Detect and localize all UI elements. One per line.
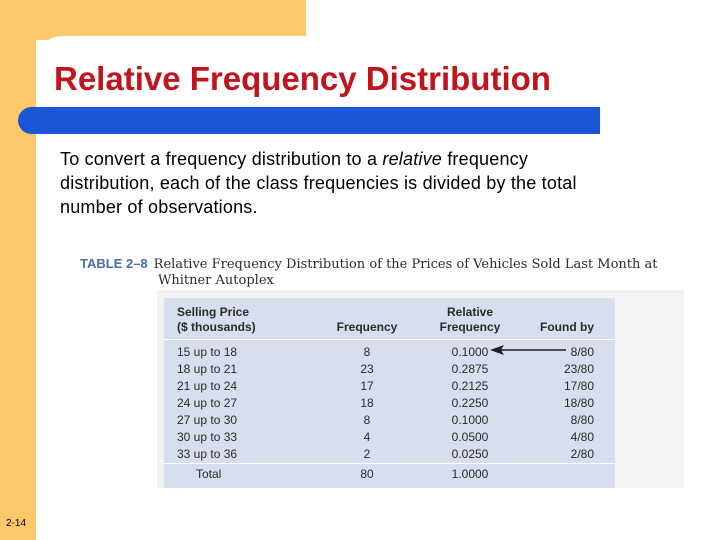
header-price-line2: ($ thousands) — [177, 320, 256, 334]
cell-price: 18 up to 21 — [177, 362, 238, 376]
cell-relative: 0.0250 — [451, 447, 489, 461]
cell-found-by: 18/80 — [563, 396, 594, 410]
cell-frequency: 8 — [363, 413, 371, 427]
table-row — [164, 446, 615, 464]
cell-price: 33 up to 36 — [177, 447, 238, 461]
cell-price: 15 up to 18 — [177, 345, 238, 359]
cell-found-by: 8/80 — [570, 413, 594, 427]
body-text-after: frequency distribution, each of the class frequencies is divided by the total number of observations. — [60, 149, 577, 217]
cell-frequency: 8 — [363, 345, 371, 359]
slide-frame-top — [0, 0, 306, 40]
cell-relative: 0.0500 — [451, 430, 489, 444]
body-text-emphasis: relative — [382, 149, 443, 169]
cell-relative: 0.1000 — [451, 345, 489, 359]
header-frequency: Frequency — [318, 298, 416, 340]
slide-frame-left — [0, 0, 36, 540]
cell-total-found-by — [524, 464, 615, 489]
cell-found-by: 4/80 — [570, 430, 594, 444]
table-row — [164, 378, 615, 395]
cell-price: 30 up to 33 — [177, 430, 238, 444]
table-row — [164, 429, 615, 446]
table-header-row — [164, 298, 615, 340]
cell-frequency: 17 — [360, 379, 374, 393]
cell-relative: 0.1000 — [451, 413, 489, 427]
cell-found-by: 2/80 — [570, 447, 594, 461]
cell-price: 27 up to 30 — [177, 413, 238, 427]
frequency-table — [164, 298, 615, 488]
table-caption — [80, 256, 690, 289]
cell-price: 24 up to 27 — [177, 396, 238, 410]
cell-total-frequency: 80 — [318, 464, 416, 489]
cell-found-by: 23/80 — [563, 362, 594, 376]
body-text-before: To convert a frequency distribution to a — [60, 149, 383, 169]
table-row — [164, 361, 615, 378]
header-found-by: Found by — [524, 298, 615, 340]
header-relative-frequency — [416, 298, 524, 340]
cell-relative: 0.2250 — [451, 396, 489, 410]
cell-found-by: 17/80 — [563, 379, 594, 393]
left-arrow-icon — [490, 343, 566, 357]
title-underline-bar — [18, 107, 600, 134]
cell-frequency: 2 — [363, 447, 371, 461]
cell-total-relative: 1.0000 — [416, 464, 524, 489]
cell-total-label: Total — [164, 464, 318, 489]
slide-number: 2-14 — [6, 518, 27, 529]
cell-frequency: 23 — [360, 362, 374, 376]
cell-price: 21 up to 24 — [177, 379, 238, 393]
cell-frequency: 18 — [360, 396, 374, 410]
header-relative-line2: Frequency — [439, 320, 501, 334]
table-caption-line1: Relative Frequency Distribution of the Prices of Vehicles Sold Last Month at — [153, 257, 658, 272]
slide-body-text — [60, 147, 600, 219]
cell-relative: 0.2875 — [451, 362, 489, 376]
header-selling-price — [164, 298, 318, 340]
cell-found-by: 8/80 — [570, 345, 594, 359]
header-price-line1: Selling Price — [177, 305, 250, 319]
cell-relative: 0.2125 — [451, 379, 489, 393]
table-row — [164, 412, 615, 429]
table-caption-line2: Whitner Autoplex — [158, 273, 274, 288]
cell-frequency: 4 — [363, 430, 371, 444]
table-row — [164, 395, 615, 412]
header-relative-line1: Relative — [446, 305, 494, 319]
table-total-row — [164, 464, 615, 489]
slide-title: Relative Frequency Distribution — [54, 60, 551, 97]
table-number: TABLE 2–8 — [80, 256, 148, 271]
